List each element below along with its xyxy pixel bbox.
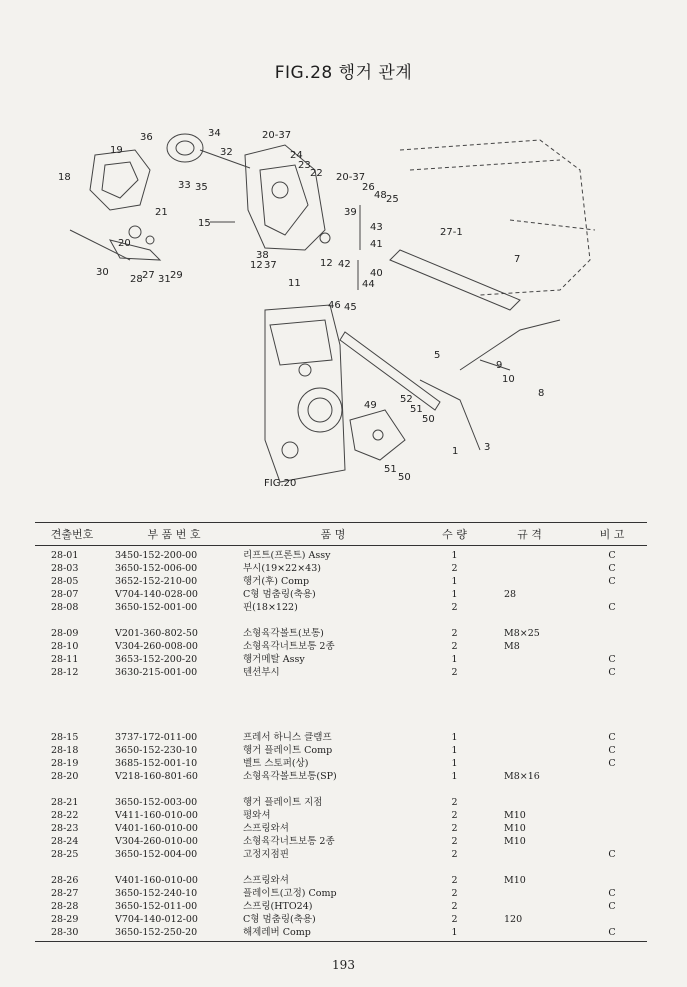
callout: 20-37: [336, 172, 366, 183]
callout: 29: [170, 270, 183, 281]
header-part-no: 부 품 번 호: [147, 528, 201, 541]
callout: 12: [250, 260, 263, 271]
callout: 37: [264, 260, 277, 271]
callout: 51: [384, 464, 397, 475]
callout: 15: [198, 218, 211, 229]
callout: 36: [140, 132, 153, 143]
callout: 3: [484, 442, 491, 453]
table-row: 28-22 V411-160-010-00 평와셔 2 M10: [51, 810, 526, 821]
callout: 39: [344, 207, 357, 218]
diagram-drawing: [40, 110, 650, 500]
table-row: 28-15 3737-172-011-00 프레서 하니스 클램프 1 C: [51, 732, 616, 743]
table-row: 28-18 3650-152-230-10 행거 플레이트 Comp 1 C: [51, 745, 616, 756]
table-row: 28-25 3650-152-004-00 고정지점핀 2 C: [51, 849, 616, 860]
table-row: 28-24 V304-260-010-00 소형육각너트보통 2종 2 M10: [51, 836, 526, 847]
callout: 20: [118, 238, 131, 249]
callout: 46: [328, 300, 341, 311]
page-number: 193: [332, 958, 355, 972]
callout: 49: [364, 400, 377, 411]
exploded-view-diagram: [40, 110, 650, 500]
callout: 22: [310, 168, 323, 179]
table-row: 28-29 V704-140-012-00 C형 멈춤링(축용) 2 120: [51, 914, 523, 925]
callout: 38: [256, 250, 269, 261]
callout: 9: [496, 360, 503, 371]
pulley-shape: [167, 134, 203, 162]
callout: 11: [288, 278, 301, 289]
table-row: 28-20 V218-160-801-60 소형육각볼트보통(SP) 1 M8×16: [51, 771, 540, 782]
callout: 27: [142, 270, 155, 281]
table-row: 28-10 V304-260-008-00 소형육각너트보통 2종 2 M8: [51, 641, 520, 652]
callout: 1: [452, 446, 459, 457]
table-row: 28-01 3450-152-200-00 리프트(프론트) Assy 1 C: [51, 550, 616, 561]
callout: 33: [178, 180, 191, 191]
callout: 20-37: [262, 130, 292, 141]
table-row: 28-09 V201-360-802-50 소형육각볼트(보통) 2 M8×25: [51, 628, 540, 639]
table-row: 28-08 3650-152-001-00 핀(18×122) 2 C: [51, 602, 616, 613]
callout: 21: [155, 207, 168, 218]
figure-caption: FIG.20: [264, 478, 297, 489]
callout: 7: [514, 254, 521, 265]
header-part-name: 품 명: [320, 528, 346, 541]
callout: 27-1: [440, 227, 463, 238]
callout: 8: [538, 388, 545, 399]
callout: 25: [386, 194, 399, 205]
table-row: 28-30 3650-152-250-20 해제레버 Comp 1 C: [51, 927, 616, 938]
table-row: 28-05 3652-152-210-00 행거(후) Comp 1 C: [51, 576, 616, 587]
callout: 35: [195, 182, 208, 193]
header-spec: 규 격: [517, 528, 542, 541]
callout: 44: [362, 279, 375, 290]
table-row: 28-28 3650-152-011-00 스프링(HTO24) 2 C: [51, 901, 616, 912]
callout: 30: [96, 267, 109, 278]
callout: 52: [400, 394, 413, 405]
table-bottom-rule: [35, 941, 647, 942]
callout: 34: [208, 128, 221, 139]
callout: 31: [158, 274, 171, 285]
page-title: FIG.28 행거 관계: [274, 63, 413, 83]
callout: 41: [370, 239, 383, 250]
table-row: 28-07 V704-140-028-00 C형 멈춤링(축용) 1 28: [51, 589, 517, 600]
header-qty: 수 량: [442, 528, 467, 541]
callout: 18: [58, 172, 71, 183]
callout: 32: [220, 147, 233, 158]
callout: 5: [434, 350, 441, 361]
table-row: 28-03 3650-152-006-00 부시(19×22×43) 2 C: [51, 563, 616, 574]
table-row: 28-11 3653-152-200-20 행거메탈 Assy 1 C: [51, 654, 616, 665]
table-row: 28-23 V401-160-010-00 스프링와셔 2 M10: [51, 823, 526, 834]
callout: 26: [362, 182, 375, 193]
header-ref-no: 견출번호: [50, 528, 94, 541]
table-row: 28-27 3650-152-240-10 플레이트(고정) Comp 2 C: [51, 888, 616, 899]
callout: 50: [398, 472, 411, 483]
shaft-shape: [340, 332, 440, 410]
table-header: [35, 522, 647, 546]
callout: 12: [320, 258, 333, 269]
callout: 24: [290, 150, 303, 161]
header-remarks: 비 고: [599, 528, 625, 541]
callout: 10: [502, 374, 515, 385]
callout: 51: [410, 404, 423, 415]
parts-table: [35, 522, 647, 942]
callout: 50: [422, 414, 435, 425]
callout: 28: [130, 274, 143, 285]
table-row: 28-21 3650-152-003-00 행거 플레이트 지점 2: [51, 797, 458, 808]
lever-plate-shape: [350, 410, 405, 460]
callout: 40: [370, 268, 383, 279]
hanger-plate-shape: [90, 150, 150, 210]
callout: 45: [344, 302, 357, 313]
callout: 48: [374, 190, 387, 201]
callout: 23: [298, 160, 311, 171]
table-row: 28-26 V401-160-010-00 스프링와셔 2 M10: [51, 875, 526, 886]
callout: 42: [338, 259, 351, 270]
callout: 43: [370, 222, 383, 233]
table-row: 28-12 3630-215-001-00 텐션부시 2 C: [51, 667, 616, 678]
callout: 19: [110, 145, 123, 156]
table-row: 28-19 3685-152-001-10 벨트 스토퍼(상) 1 C: [51, 758, 616, 769]
table-body: [35, 546, 647, 939]
